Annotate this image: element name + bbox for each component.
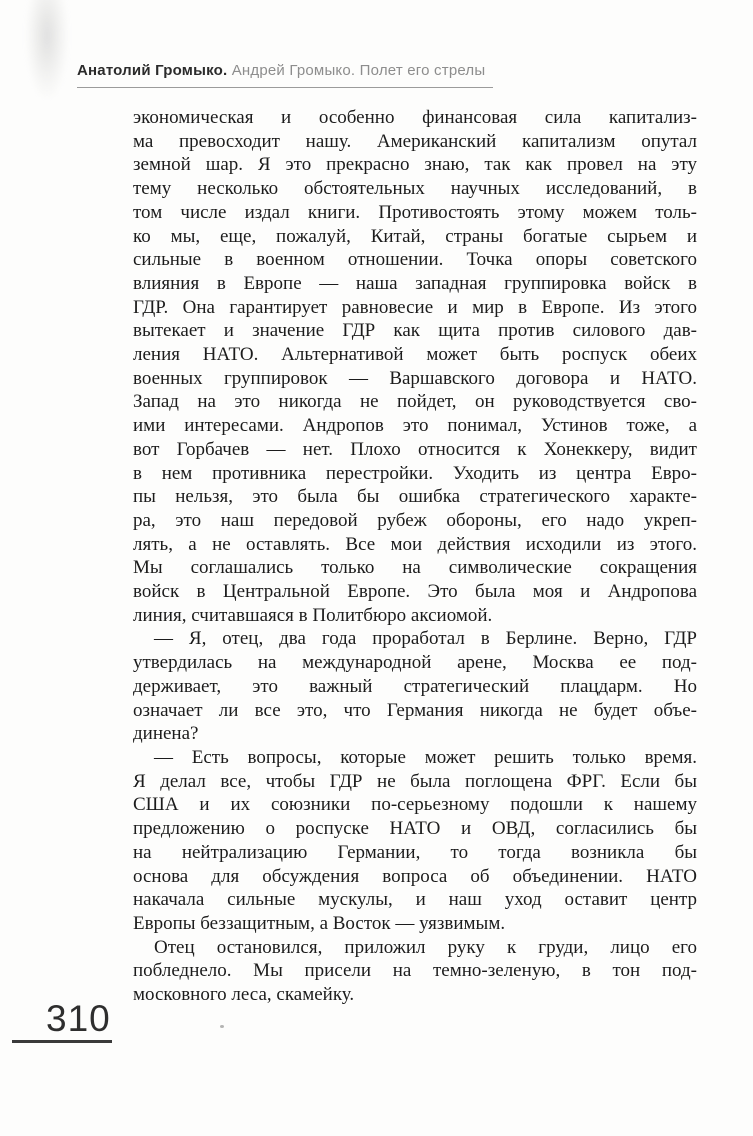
text-line: Мы соглашались только на символические сокращения bbox=[133, 557, 697, 579]
text-line: держивает, это важный стратегический плацдарм. Но bbox=[133, 675, 697, 697]
text-line: США и их союзники по-серьезному подошли к нашему bbox=[133, 794, 697, 816]
text-line: московного леса, скамейку. bbox=[133, 984, 355, 1006]
text-line: войск в Центральной Европе. Это была моя и Андропова bbox=[133, 581, 697, 603]
text-line: экономическая и особенно финансовая сила капитализ- bbox=[133, 107, 697, 128]
text-line: сильные в военном отношении. Точка опоры советского bbox=[133, 249, 697, 271]
text-line: ма превосходит нашу. Американский капитализм опутал bbox=[133, 130, 697, 152]
text-line: — Я, отец, два года проработал в Берлине. Верно, ГДР bbox=[154, 628, 697, 650]
text-line: военных группировок — Варшавского договора и НАТО. bbox=[133, 367, 697, 389]
running-header bbox=[77, 62, 637, 79]
paragraph-continuation bbox=[133, 106, 697, 627]
text-line: накачала сильные мускулы, и наш уход оставит центр bbox=[133, 889, 697, 911]
text-line: ления НАТО. Альтернативой может быть роспуск обеих bbox=[133, 344, 697, 366]
text-line: ими интересами. Андропов это понимал, Устинов тоже, а bbox=[133, 415, 697, 437]
paragraph-dialogue-father bbox=[133, 746, 697, 936]
header-book-title: Андрей Громыко. Полет его стрелы bbox=[227, 62, 486, 79]
scan-speck bbox=[220, 1025, 224, 1028]
text-line: основа для обсуждения вопроса об объединении. НАТО bbox=[133, 865, 697, 887]
text-line: динена? bbox=[133, 723, 199, 745]
text-line: тему несколько обстоятельных научных исследований, в bbox=[133, 178, 697, 200]
text-line: Европы беззащитным, а Восток — уязвимым. bbox=[133, 912, 506, 934]
text-line: на нейтрализацию Германии, то тогда возникла бы bbox=[133, 841, 697, 863]
text-line: в нем противника перестройки. Уходить из центра Евро- bbox=[133, 462, 697, 484]
scan-smudge bbox=[26, 0, 68, 98]
paragraph-narration bbox=[133, 936, 697, 1007]
paragraph-dialogue-son bbox=[133, 627, 697, 746]
text-line: ГДР. Она гарантирует равновесие и мир в Европе. Из этого bbox=[133, 296, 697, 318]
header-rule bbox=[77, 87, 493, 88]
header-author: Анатолий Громыко. bbox=[77, 62, 228, 79]
text-line: Я делал все, чтобы ГДР не была поглощена ФРГ. Если бы bbox=[133, 770, 697, 792]
text-line: означает ли все это, что Германия никогда не будет объе- bbox=[133, 699, 697, 721]
text-line: — Есть вопросы, которые может решить только время. bbox=[154, 746, 697, 768]
text-line: вытекает и значение ГДР как щита против силового дав- bbox=[133, 320, 697, 342]
text-line: пы нельзя, это была бы ошибка стратегического характе- bbox=[133, 486, 697, 508]
page-number-rule bbox=[12, 1040, 112, 1043]
text-line: линия, считавшаяся в Политбюро аксиомой. bbox=[133, 604, 493, 626]
text-line: ко мы, еще, пожалуй, Китай, страны богатые сырьем и bbox=[133, 225, 697, 247]
text-line: Запад на это никогда не пойдет, он руководствуется сво- bbox=[133, 391, 697, 413]
text-line: побледнело. Мы присели на темно-зеленую, в тон под- bbox=[133, 960, 697, 982]
page-number: 310 bbox=[46, 998, 111, 1039]
page-body bbox=[133, 106, 697, 1007]
text-line: предложению о роспуске НАТО и ОВД, согласились бы bbox=[133, 818, 697, 840]
text-line: лять, а не оставлять. Все мои действия исходили из этого. bbox=[133, 533, 697, 555]
text-line: вот Горбачев — нет. Плохо относится к Хонеккеру, видит bbox=[133, 438, 697, 460]
text-line: утвердилась на международной арене, Москва ее под- bbox=[133, 652, 697, 674]
text-line: земной шар. Я это прекрасно знаю, так как провел на эту bbox=[133, 154, 697, 176]
text-line: том числе издал книги. Противостоять этому можем толь- bbox=[133, 201, 697, 223]
text-line: влияния в Европе — наша западная группировка войск в bbox=[133, 272, 697, 294]
text-line: Отец остановился, приложил руку к груди, лицо его bbox=[154, 936, 697, 958]
text-line: ра, это наш передовой рубеж обороны, его надо укреп- bbox=[133, 509, 697, 531]
